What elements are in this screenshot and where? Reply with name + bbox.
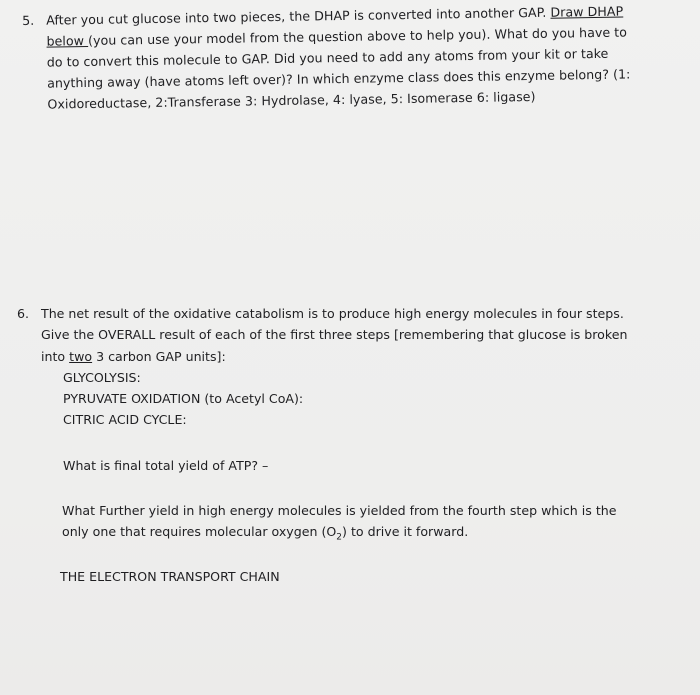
question-6-text: The net result of the oxidative catabolism is to produce high energy molecules in four steps. Give the OVERALL result of each of the first three steps [remembering that glucose is broken into two 3 carbon GAP units]: (41, 306, 628, 364)
question-5 (22, 0, 634, 115)
two-underlined: two (69, 348, 93, 364)
further-yield-question-line1: What Further yield in high energy molecules is yielded from the fourth step which is the (62, 503, 617, 518)
question-6 (17, 303, 647, 367)
atp-yield-question: What is final total yield of ATP? – (63, 458, 269, 473)
pyruvate-oxidation-label: PYRUVATE OXIDATION (to Acetyl CoA): (63, 391, 304, 406)
question-5-number: 5. (22, 12, 35, 28)
further-yield-question-line2: only one that requires molecular oxygen $(O_2)$ to drive it forward. (62, 524, 469, 543)
question-5-text: After you cut glucose into two pieces, the DHAP is converted into another GAP. Draw DHAP below (you can use your model from the question above to help you). What do you have to do to convert this molecule to GAP. Did you need to add any atoms from your kit or take anything away (have atoms left over)? In which enzyme class does this enzyme belong? (1: Oxidoreductase, 2:Transferase 3: Hydrolase, 4: lyase, 5: Isomerase 6: ligase) (46, 3, 631, 112)
draw-dhap-instruction: Draw DHAP below (46, 3, 624, 49)
glycolysis-label: GLYCOLYSIS: (63, 370, 141, 385)
question-6-number: 6. (17, 306, 30, 321)
citric-acid-cycle-label: CITRIC ACID CYCLE: (63, 412, 187, 427)
electron-transport-chain-label: THE ELECTRON TRANSPORT CHAIN (60, 569, 280, 584)
